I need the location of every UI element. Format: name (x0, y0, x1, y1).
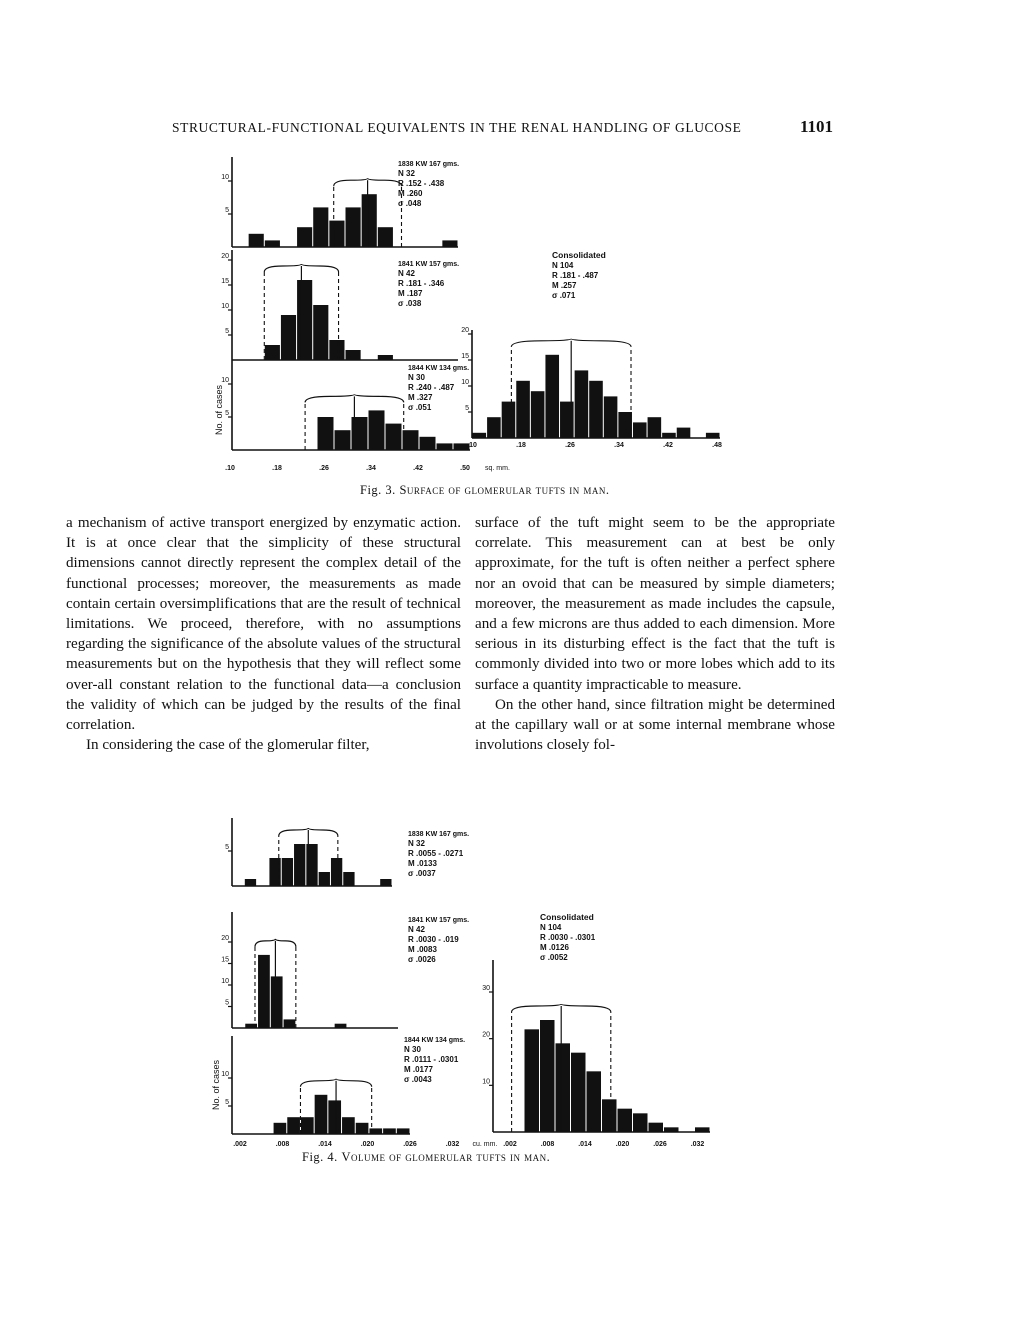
svg4-panel-1-bar (343, 872, 354, 886)
svg3-x-tick-label: .10 (225, 465, 235, 472)
svg3-panel-3-title: 1844 KW 134 gms. (408, 365, 470, 372)
svg4-panel-4-stat: R .0030 - .0301 (540, 933, 596, 942)
svg4-panel-3-bar (328, 1100, 341, 1134)
svg4-x-tick-label: .008 (275, 1141, 290, 1148)
svg3-panel-1-bar (362, 194, 377, 247)
svg3-consolidated-x-tick-label: .48 (712, 442, 722, 449)
svg3-panel-1-stat: σ .048 (398, 199, 422, 208)
svg4-panel-4-stat: N 104 (540, 923, 562, 932)
svg3-consolidated-x-tick-label: .26 (565, 442, 575, 449)
svg4-panel-4-bar (633, 1113, 648, 1132)
svg4-panel-3-bar (274, 1123, 287, 1134)
svg4-panel-1-y-tick-label: 5 (225, 844, 229, 851)
svg4-x-tick-label: .026 (403, 1141, 417, 1148)
svg3-panel-4-bar (604, 396, 618, 438)
running-head: STRUCTURAL-FUNCTIONAL EQUIVALENTS IN THE RENAL HANDLING OF GLUCOSE (172, 120, 742, 135)
svg4-panel-1-bar (294, 844, 305, 886)
svg4-x-tick-label: .002 (233, 1141, 247, 1148)
svg4-panel-4-bar (587, 1071, 602, 1132)
svg3-x-tick-label: .50 (460, 465, 470, 472)
svg3-panel-4-bar (545, 355, 559, 438)
svg4-panel-4-y-tick-label: 20 (482, 1031, 490, 1039)
svg3-panel-4-bar (531, 391, 545, 438)
svg3-x-unit: sq. mm. (485, 465, 510, 472)
svg4-panel-4-stat: σ .0052 (540, 953, 568, 962)
svg3-panel-2-bar (281, 315, 296, 360)
svg4-panel-1-bar (331, 858, 342, 886)
svg4-panel-2-y-tick-label: 20 (221, 935, 229, 942)
svg4-panel-3-stat: R .0111 - .0301 (404, 1055, 459, 1064)
svg4-panel-2-stat: N 42 (408, 925, 425, 934)
svg4-panel-4-bar (571, 1053, 586, 1132)
svg4-panel-3-bar (315, 1095, 328, 1134)
figure-4-chart (0, 810, 1020, 1170)
right-paragraph: surface of the tuft might seem to be the appropriate correlate. This measurement can at best be only approximate, for the tuft is often neither a perfect sphere nor an ovoid that can be measured by simple diameters; moreover, the measurement as made includes the capsule, and a few microns are thus added to each dimension. More serious in its disturbing effect is the fact that the tuft is commonly divided into two or more lobes which add to its surface a quantity impracticable to measure. (475, 515, 835, 693)
svg3-panel-3-bar (437, 443, 453, 450)
svg4-consolidated-x-tick-label: .020 (615, 1141, 630, 1148)
svg4-panel-2-title: 1841 KW 157 gms. (408, 917, 470, 924)
svg3-panel-2-bar (265, 345, 280, 360)
svg3-panel-2-y-tick-label: 20 (221, 253, 229, 260)
svg3-panel-2-bar (297, 280, 312, 360)
svg3-consolidated-x-tick-label: .34 (614, 442, 624, 449)
svg3-panel-3-bar (420, 437, 436, 450)
svg4-panel-2-stat: M .0083 (408, 945, 437, 954)
svg3-x-tick-label: .18 (272, 465, 282, 472)
svg4-panel-1-bar (380, 879, 391, 886)
svg3-panel-2-bar (346, 350, 361, 360)
svg3-panel-3-bar (335, 430, 351, 450)
svg3-panel-2-y-tick-label: 5 (225, 328, 229, 335)
svg4-panel-2-y-tick-label: 15 (221, 956, 229, 964)
svg3-panel-2-y-tick-label: 10 (221, 303, 229, 310)
svg3-panel-1-stat: N 32 (398, 169, 415, 178)
svg3-x-tick-label: .34 (366, 465, 376, 472)
svg3-panel-3-y-tick-label: 5 (225, 410, 229, 417)
svg3-panel-4-bar (662, 433, 676, 438)
svg3-consolidated-x-tick-label: .18 (516, 442, 526, 449)
svg4-x-tick-label: .020 (360, 1141, 375, 1148)
svg4-panel-3-stat: N 30 (404, 1045, 421, 1054)
svg4-panel-3-bar (397, 1128, 410, 1134)
svg3-panel-2-bar (329, 340, 344, 360)
svg3-panel-2-y-tick-label: 15 (221, 278, 229, 285)
left-paragraph: a mechanism of active transport energized by enzymatic action. It is at once clear that the simplicity of these structural dimensions cannot directly represent the complex detail of the functional processes; moreover, the measurements as made contain certain oversimplifications that are the result of technical limitations. We proceed, therefore, with no assumptions regarding the significance of the absolute values of the structural measurements but on the hypothesis that they will reflect some over-all constant relation to the functional data—a conclusion the validity of which can be judged by the results of the final correlation. (66, 515, 461, 734)
svg4-panel-2-y-tick-label: 10 (221, 978, 229, 985)
page-number: 1101 (800, 117, 834, 136)
svg3-panel-2-stat: N 42 (398, 269, 415, 278)
svg3-panel-3-bar (318, 417, 334, 450)
svg4-panel-1-stat: M .0133 (408, 859, 437, 868)
svg4-panel-3-bar (356, 1123, 369, 1134)
svg4-consolidated-x-tick-label: .014 (578, 1141, 592, 1148)
svg3-panel-2-stat: M .187 (398, 289, 423, 298)
right-paragraph: On the other hand, since filtration might be determined at the capillary wall or at some internal membrane whose involutions closely fol- (475, 696, 835, 754)
svg3-panel-4-bar (473, 433, 487, 438)
svg3-panel-4-bar (706, 433, 720, 438)
svg4-panel-4-bar (695, 1127, 710, 1132)
svg4-panel-3-stat: σ .0043 (404, 1075, 432, 1084)
svg3-panel-3-stat: σ .051 (408, 403, 432, 412)
svg4-panel-1-stat: σ .0037 (408, 869, 436, 878)
svg4-panel-4-y-tick-label: 10 (482, 1078, 490, 1086)
svg3-panel-1-stat: R .152 - .438 (398, 179, 445, 188)
svg3-panel-3-bar (386, 424, 402, 450)
svg4-panel-4-bar (525, 1029, 540, 1132)
svg4-panel-1-bar (245, 879, 256, 886)
svg4-y-axis-label: No. of cases (211, 1059, 221, 1110)
svg4-panel-4-title: Consolidated (540, 912, 594, 922)
svg4-panel-2-bar (284, 1019, 296, 1028)
svg3-panel-4-bar (633, 422, 647, 438)
svg3-panel-4-bar (502, 402, 516, 438)
svg4-panel-4-bar (618, 1109, 633, 1132)
svg3-panel-4-bar (589, 381, 603, 438)
figure-3-chart (0, 150, 1020, 495)
svg4-x-tick-label: .032 (445, 1141, 460, 1148)
svg3-panel-4-bar (516, 381, 530, 438)
svg3-panel-4-y-tick-label: 10 (461, 379, 469, 386)
svg3-panel-2-title: 1841 KW 157 gms. (398, 261, 460, 268)
svg4-panel-3-y-tick-label: 10 (221, 1071, 229, 1078)
svg3-panel-1-bar (265, 240, 280, 247)
left-column (66, 513, 461, 755)
svg3-panel-1-bar (346, 207, 361, 247)
svg3-y-axis-label: No. of cases (214, 384, 224, 435)
svg3-panel-1-bar (442, 240, 457, 247)
svg4-panel-3-stat: M .0177 (404, 1065, 433, 1074)
figure-3-caption-number: Fig. 3. (360, 483, 396, 497)
svg3-panel-4-bar (618, 412, 632, 438)
svg4-panel-3-bar (287, 1117, 300, 1134)
svg3-panel-4-bar (575, 370, 589, 438)
svg3-panel-1-y-tick-label: 10 (221, 174, 229, 181)
svg3-panel-4-bar (648, 417, 662, 438)
svg4-panel-1-stat: N 32 (408, 839, 425, 848)
figure-3-caption-title: Surface of glomerular tufts in man. (399, 483, 610, 497)
svg4-consolidated-x-tick-label: .002 (503, 1141, 517, 1148)
svg4-panel-2-bar (271, 976, 283, 1028)
svg3-panel-1-bar (313, 207, 328, 247)
svg3-panel-4-bar (487, 417, 501, 438)
svg3-panel-4-stat: M .257 (552, 281, 577, 290)
svg4-panel-3-title: 1844 KW 134 gms. (404, 1037, 466, 1044)
figure-3-caption (360, 483, 610, 498)
svg3-panel-4-y-tick-label: 15 (461, 353, 469, 360)
svg4-panel-2-y-tick-label: 5 (225, 999, 229, 1007)
svg4-consolidated-x-tick-label: .032 (690, 1141, 705, 1148)
svg4-panel-2-bar (258, 955, 270, 1028)
svg3-panel-1-stat: M .260 (398, 189, 423, 198)
svg3-panel-1-bar (249, 234, 264, 247)
svg3-x-tick-label: .42 (413, 465, 423, 472)
svg4-panel-2-stat: σ .0026 (408, 955, 436, 964)
figure-4 (0, 810, 1020, 1170)
svg3-consolidated-x-tick-label: .42 (663, 442, 673, 449)
svg4-panel-4-bar (649, 1123, 664, 1132)
svg4-panel-3-bar (301, 1117, 314, 1134)
svg4-panel-1-title: 1838 KW 167 gms. (408, 831, 470, 838)
svg3-panel-3-bar (369, 410, 385, 450)
svg4-x-unit: cu. mm. (472, 1141, 498, 1148)
svg4-panel-1-bar (319, 872, 330, 886)
left-paragraph: In considering the case of the glomerular filter, (86, 737, 370, 754)
right-column (475, 513, 835, 755)
svg3-panel-2-bar (313, 305, 328, 360)
svg3-panel-4-bar (677, 428, 691, 438)
svg3-panel-3-bar (403, 430, 419, 450)
figure-4-caption (302, 1150, 550, 1165)
svg4-consolidated-x-tick-label: .008 (540, 1141, 555, 1148)
svg3-panel-1-bar (378, 227, 393, 247)
svg3-panel-4-stat: σ .071 (552, 291, 576, 300)
figure-4-caption-title: Volume of glomerular tufts in man. (341, 1150, 551, 1164)
figure-3 (0, 150, 1020, 495)
svg4-panel-3-bar (383, 1128, 396, 1134)
svg3-panel-3-stat: R .240 - .487 (408, 383, 455, 392)
svg3-panel-4-stat: N 104 (552, 261, 574, 270)
svg4-panel-4-bar (556, 1043, 571, 1132)
svg3-panel-4-y-tick-label: 20 (461, 327, 469, 334)
svg4-panel-2-stat: R .0030 - .019 (408, 935, 459, 944)
svg3-panel-1-y-tick-label: 5 (225, 207, 229, 214)
svg3-panel-1-bar (297, 227, 312, 247)
svg4-panel-4-bar (602, 1099, 617, 1132)
svg3-panel-4-y-tick-label: 5 (465, 405, 469, 412)
svg3-panel-4-stat: R .181 - .487 (552, 271, 599, 280)
svg4-panel-1-bar (282, 858, 293, 886)
svg3-panel-2-bar (378, 355, 393, 360)
svg3-panel-4-title: Consolidated (552, 250, 606, 260)
svg3-panel-3-y-tick-label: 10 (221, 377, 229, 384)
svg4-panel-3-y-tick-label: 5 (225, 1099, 229, 1106)
svg3-panel-2-stat: σ .038 (398, 299, 422, 308)
svg3-panel-3-stat: M .327 (408, 393, 433, 402)
svg4-panel-4-bar (540, 1020, 555, 1132)
svg4-panel-4-stat: M .0126 (540, 943, 569, 952)
svg3-panel-1-bar (329, 221, 344, 247)
figure-4-caption-number: Fig. 4. (302, 1150, 338, 1164)
svg3-panel-3-stat: N 30 (408, 373, 425, 382)
svg3-consolidated-x-tick-label: .10 (467, 442, 477, 449)
svg4-x-tick-label: .014 (318, 1141, 332, 1148)
svg4-panel-1-stat: R .0055 - .0271 (408, 849, 464, 858)
svg3-panel-1-title: 1838 KW 167 gms. (398, 161, 460, 168)
svg4-panel-2-bar (335, 1024, 347, 1028)
svg4-panel-4-bar (664, 1127, 679, 1132)
svg4-panel-3-bar (342, 1117, 355, 1134)
svg3-panel-2-stat: R .181 - .346 (398, 279, 445, 288)
svg4-consolidated-x-tick-label: .026 (653, 1141, 667, 1148)
svg3-x-tick-label: .26 (319, 465, 329, 472)
svg4-panel-4-y-tick-label: 30 (482, 985, 490, 992)
